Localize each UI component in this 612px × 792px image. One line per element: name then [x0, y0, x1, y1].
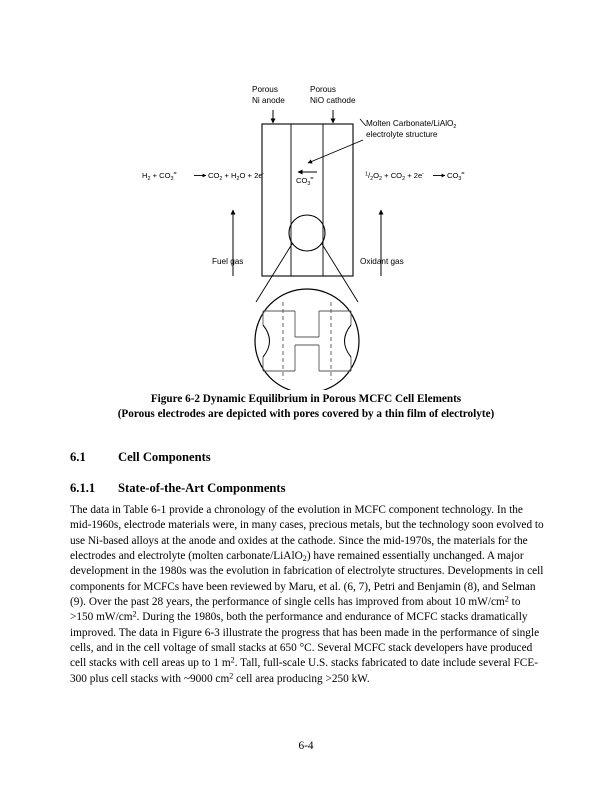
mcfc-cell-diagram	[70, 78, 550, 390]
figure-caption	[72, 392, 540, 421]
pore-detail-view	[255, 289, 359, 390]
body-paragraph: The data in Table 6-1 provide a chronology of the evolution in MCFC component technology. In the mid-1960s, electrode materials were, in many cases, precious metals, but the technology soon evolved to use Ni-based alloys at the anode and oxides at the cathode. Since the mid-1970s, the materials for the electrodes and electrolyte (molten carbonate/LiAlO$_2$) have remained essentially unchanged. A major development in the 1980s was the evolution in fabrication of electrolyte structures. Developments in cell components for MCFCs have been reviewed by Maru, et al. (6, 7), Petri and Benjamin (8), and Selman (9). Over the past 28 years, the performance of single cells has improved from about 10 $mW/cm^2$ to >150 $mW/cm^2$. During the 1980s, both the performance and endurance of MCFC stacks dramatically improved. The data in Figure 6-3 illustrate the progress that has been made in the performance of single cells, and in the cell voltage of small stacks at 650 °C. Several MCFC stack developers have produced cell stacks with cell areas up to 1 $m^2$. Tall, full-scale U.S. stacks fabricated to date include several FCE-300 plus cell stacks with ~9000 $cm^2$ cell area producing >250 kW.	[70, 504, 544, 685]
section-heading-6-1-1	[70, 481, 286, 496]
section-number-6-1-1: 6.1.1	[70, 481, 96, 495]
section-number-6-1: 6.1	[70, 450, 86, 464]
svg-text:CO3=: $CO_3^=$	[447, 171, 465, 182]
section-heading-6-1	[70, 450, 211, 465]
oxidant-gas-label: Oxidant gas	[360, 257, 404, 266]
pore-detail-circle	[255, 289, 359, 390]
electrolyte-label-line2: electrolyte structure	[366, 130, 438, 139]
fuel-gas-label: Fuel gas	[212, 257, 244, 266]
anode-label-line1: Porous	[252, 85, 278, 94]
svg-text:CO2 + H2O + 2e-: $CO_2 + H_2O + 2e^-$	[208, 171, 265, 182]
page-footer	[0, 740, 612, 752]
cell-body-outline	[262, 124, 353, 276]
carbonate-ion-migration	[296, 172, 317, 187]
section-title-6-1-1: State-of-the-Art Componments	[118, 481, 286, 495]
figure-6-2	[70, 78, 550, 390]
page-number: 6-4	[298, 740, 314, 752]
section-title-6-1: Cell Components	[118, 450, 211, 464]
figure-caption-line2: (Porous electrodes are depicted with pores covered by a thin film of electrolyte)	[117, 407, 495, 420]
figure-caption-line1: Figure 6-2 Dynamic Equilibrium in Porous MCFC Cell Elements	[150, 393, 462, 405]
cathode-label-line1: Porous	[310, 85, 336, 94]
cathode-reaction-equation	[365, 171, 465, 182]
anode-label-line2: Ni anode	[252, 96, 285, 105]
svg-text:CO3=: $CO_3^=$	[296, 176, 314, 187]
electrolyte-callout-arrow	[308, 140, 363, 163]
magnifier-source-circle	[289, 215, 325, 251]
cathode-label-line2: NiO cathode	[310, 96, 356, 105]
svg-text:1/2O2 + CO2 + 2e-: $^1/_2O_2 + CO_2 + 2e^-$	[365, 171, 424, 182]
svg-text:H2 + CO3=: $H_2 + CO_3^=$	[142, 171, 177, 182]
body-paragraph-container	[70, 503, 544, 687]
electrolyte-label-line1: Molten Carbonate/LiAlO$_2$	[366, 119, 457, 131]
anode-reaction-equation	[142, 171, 265, 182]
